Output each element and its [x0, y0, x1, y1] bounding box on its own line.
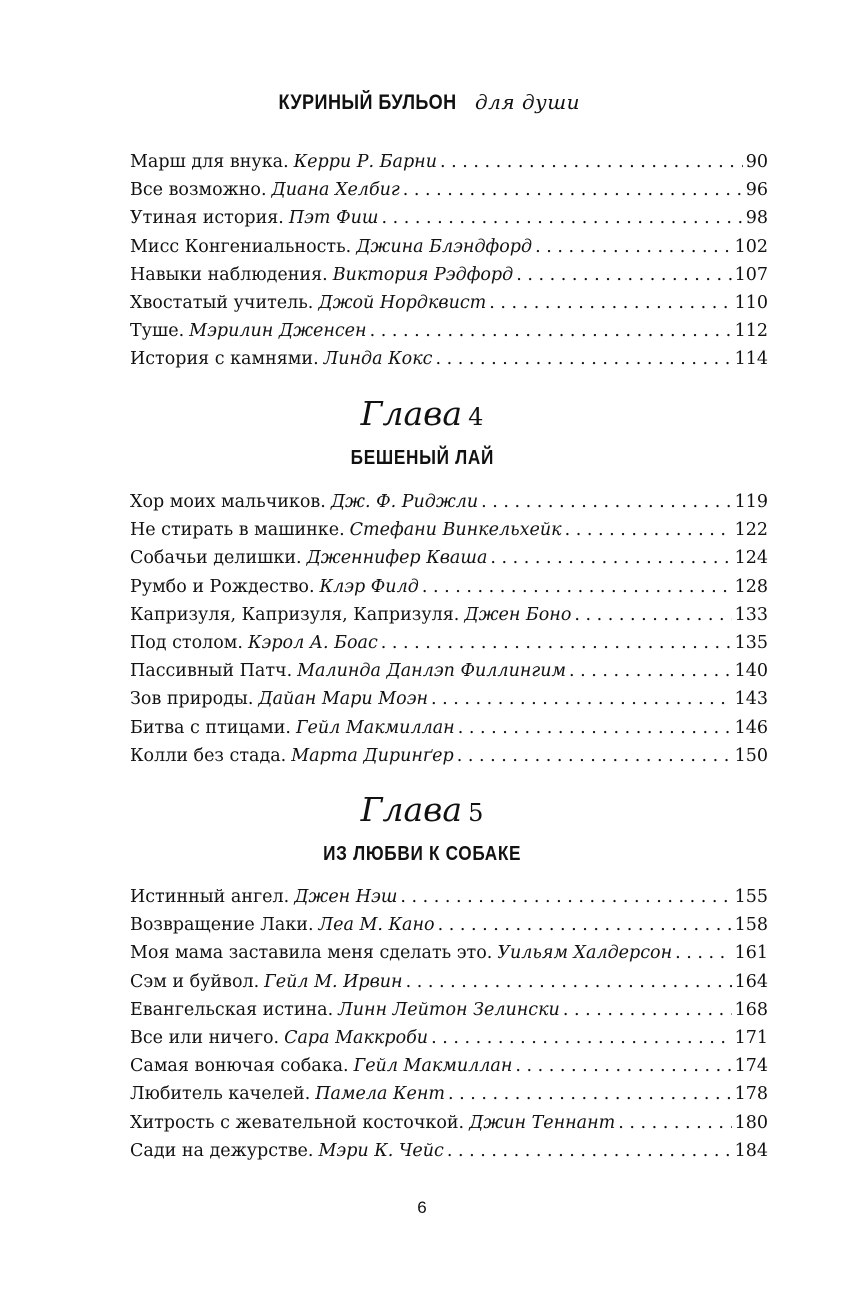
chapter-5-label — [0, 790, 844, 829]
toc-entry — [130, 204, 768, 232]
entry-author: Леа М. Кано — [318, 915, 435, 936]
entry-title: Битва с птицами. — [130, 717, 291, 738]
entry-author: Виктория Рэдфорд — [332, 264, 514, 285]
entry-title: Под столом. — [130, 632, 243, 653]
toc-list-chapter-4 — [130, 488, 768, 770]
running-head-script: для души — [474, 90, 581, 114]
entry-title: Утиная история. — [130, 208, 284, 229]
toc-entry — [130, 939, 768, 967]
toc-entry — [130, 883, 768, 911]
entry-title: Навыки наблюдения. — [130, 264, 328, 285]
entry-author: Сара Маккроби — [284, 1027, 429, 1048]
entry-title: Все возможно. — [130, 180, 267, 201]
entry-page-number: 180 — [734, 1112, 768, 1133]
toc-entry — [130, 968, 768, 996]
entry-author: Гейл Макмиллан — [295, 717, 455, 738]
entry-page-number: 112 — [734, 321, 768, 342]
toc-entry — [130, 317, 768, 345]
entry-author: Малинда Данлэп Филлингим — [297, 661, 566, 682]
toc-entry — [130, 1137, 768, 1165]
dot-leader — [406, 968, 732, 996]
entry-author: Мэри К. Чейс — [318, 1140, 444, 1161]
entry-author: Керри Р. Барни — [293, 152, 437, 172]
entry-title: История с камнями. — [130, 349, 319, 370]
dot-leader — [435, 345, 731, 373]
entry-page-number: 140 — [734, 661, 768, 682]
toc-entry — [130, 911, 768, 939]
dot-leader — [565, 516, 732, 544]
entry-author: Джин Теннант — [469, 1112, 616, 1133]
dot-leader — [516, 261, 731, 289]
entry-page-number: 110 — [734, 292, 768, 313]
toc-entry — [130, 1109, 768, 1137]
dot-leader — [535, 233, 732, 261]
entry-title: Возвращение Лаки. — [130, 915, 314, 936]
entry-author: Джина Блэндфорд — [356, 236, 533, 257]
entry-title: Хитрость с жевательной косточкой. — [130, 1112, 465, 1133]
entry-page-number: 155 — [734, 887, 768, 907]
toc-entry — [130, 488, 768, 516]
entry-title: Колли без стада. — [130, 745, 287, 766]
chapter-number: 4 — [468, 403, 484, 431]
entry-page-number: 107 — [734, 264, 768, 285]
dot-leader — [490, 544, 731, 572]
dot-leader — [675, 939, 731, 967]
toc-entry — [130, 996, 768, 1024]
entry-page-number: 168 — [734, 999, 768, 1020]
toc-entry — [130, 345, 768, 373]
entry-page-number: 128 — [734, 576, 768, 597]
dot-leader — [431, 1024, 732, 1052]
chapter-label-word: Глава — [360, 790, 463, 829]
toc-entry — [130, 601, 768, 629]
entry-title: Самая вонючая собака. — [130, 1056, 349, 1077]
entry-author: Уильям Халдерсон — [497, 943, 673, 964]
dot-leader — [370, 317, 732, 345]
toc-entry — [130, 573, 768, 601]
running-head-title: КУРИНЫЙ БУЛЬОН — [278, 91, 457, 114]
entry-title: Сэм и буйвол. — [130, 971, 260, 992]
entry-page-number: 146 — [734, 717, 768, 738]
entry-author: Пэт Фиш — [288, 208, 379, 229]
entry-title: Собачьи делишки. — [130, 548, 302, 569]
toc-entry — [130, 516, 768, 544]
entry-title: Туше. — [130, 321, 185, 342]
dot-leader — [438, 911, 732, 939]
dot-leader — [563, 996, 732, 1024]
dot-leader — [400, 883, 731, 911]
dot-leader — [381, 204, 742, 232]
entry-title: Хор моих мальчиков. — [130, 492, 326, 512]
entry-author: Дженнифер Кваша — [306, 548, 488, 569]
entry-title: Марш для внука. — [130, 152, 289, 172]
chapter-4-label — [0, 394, 844, 433]
chapter-title-text: БЕШЕНЫЙ ЛАЙ — [350, 447, 494, 469]
entry-author: Стефани Винкельхейк — [349, 520, 562, 541]
entry-page-number: 133 — [734, 604, 768, 625]
toc-entry — [130, 629, 768, 657]
running-head — [0, 90, 844, 115]
entry-page-number: 114 — [734, 349, 768, 370]
dot-leader — [569, 657, 732, 685]
entry-title: Любитель качелей. — [130, 1084, 311, 1105]
toc-entry — [130, 1052, 768, 1080]
entry-author: Кэрол А. Боас — [247, 632, 378, 653]
toc-entry — [130, 544, 768, 572]
toc-list-top — [130, 148, 768, 374]
entry-page-number: 164 — [734, 971, 768, 992]
entry-page-number: 98 — [745, 208, 768, 229]
dot-leader — [574, 601, 731, 629]
entry-page-number: 124 — [734, 548, 768, 569]
toc-entry — [130, 176, 768, 204]
entry-author: Диана Хелбиг — [271, 180, 400, 201]
dot-leader — [422, 573, 732, 601]
dot-leader — [403, 176, 743, 204]
entry-title: Не стирать в машинке. — [130, 520, 345, 541]
dot-leader — [457, 742, 732, 770]
toc-entry — [130, 714, 768, 742]
entry-author: Джен Боно — [464, 604, 572, 625]
entry-title: Капризуля, Капризуля, Капризуля. — [130, 604, 460, 625]
entry-page-number: 150 — [734, 745, 768, 766]
entry-author: Дж. Ф. Риджли — [330, 492, 479, 512]
toc-entry — [130, 742, 768, 770]
dot-leader — [448, 1080, 732, 1108]
entry-page-number: 178 — [734, 1084, 768, 1105]
entry-title: Мисс Конгениальность. — [130, 236, 352, 257]
entry-author: Мэрилин Дженсен — [189, 321, 367, 342]
entry-author: Памела Кент — [315, 1084, 446, 1105]
entry-title: Моя мама заставила меня сделать это. — [130, 943, 493, 964]
entry-page-number: 143 — [734, 689, 768, 710]
page-number: 6 — [417, 1198, 427, 1217]
entry-title: Евангельская истина. — [130, 999, 334, 1020]
dot-leader — [489, 289, 731, 317]
entry-title: Хвостатый учитель. — [130, 292, 314, 313]
entry-author: Клэр Филд — [319, 576, 419, 597]
toc-entry — [130, 1080, 768, 1108]
entry-title: Зов природы. — [130, 689, 254, 710]
toc-entry — [130, 657, 768, 685]
toc-entry — [130, 685, 768, 713]
toc-entry — [130, 148, 768, 176]
entry-page-number: 119 — [734, 492, 768, 512]
toc-list-chapter-5 — [130, 883, 768, 1165]
entry-page-number: 158 — [734, 915, 768, 936]
entry-author: Линн Лейтон Зелински — [338, 999, 560, 1020]
entry-page-number: 90 — [745, 152, 768, 172]
toc-entry — [130, 261, 768, 289]
entry-page-number: 184 — [734, 1140, 768, 1161]
chapter-title-text: ИЗ ЛЮБВИ К СОБАКЕ — [322, 843, 522, 865]
chapter-5-title — [0, 843, 844, 866]
entry-author: Марта Диринґер — [291, 745, 454, 766]
entry-title: Сади на дежурстве. — [130, 1140, 314, 1161]
dot-leader — [515, 1052, 731, 1080]
dot-leader — [447, 1137, 732, 1165]
entry-page-number: 102 — [734, 236, 768, 257]
entry-page-number: 96 — [745, 180, 768, 201]
entry-page-number: 174 — [734, 1056, 768, 1077]
dot-leader — [381, 629, 732, 657]
entry-page-number: 135 — [734, 632, 768, 653]
entry-author: Гейл Макмиллан — [353, 1056, 513, 1077]
dot-leader — [458, 714, 732, 742]
chapter-4-title — [0, 447, 844, 470]
chapter-number: 5 — [468, 799, 484, 827]
entry-title: Румбо и Рождество. — [130, 576, 315, 597]
entry-page-number: 171 — [734, 1027, 768, 1048]
entry-author: Дайан Мари Моэн — [258, 689, 429, 710]
dot-leader — [618, 1109, 731, 1137]
entry-page-number: 161 — [734, 943, 768, 964]
entry-title: Истинный ангел. — [130, 887, 290, 907]
dot-leader — [481, 488, 731, 516]
toc-entry — [130, 1024, 768, 1052]
toc-entry — [130, 233, 768, 261]
toc-entry — [130, 289, 768, 317]
entry-title: Пассивный Патч. — [130, 661, 293, 682]
entry-page-number: 122 — [734, 520, 768, 541]
entry-author: Линда Кокс — [323, 349, 433, 370]
entry-author: Джой Нордквист — [318, 292, 487, 313]
entry-author: Гейл М. Ирвин — [264, 971, 403, 992]
entry-author: Джен Нэш — [294, 887, 398, 907]
dot-leader — [431, 685, 732, 713]
dot-leader — [440, 148, 743, 176]
entry-title: Все или ничего. — [130, 1027, 280, 1048]
chapter-label-word: Глава — [360, 394, 463, 433]
